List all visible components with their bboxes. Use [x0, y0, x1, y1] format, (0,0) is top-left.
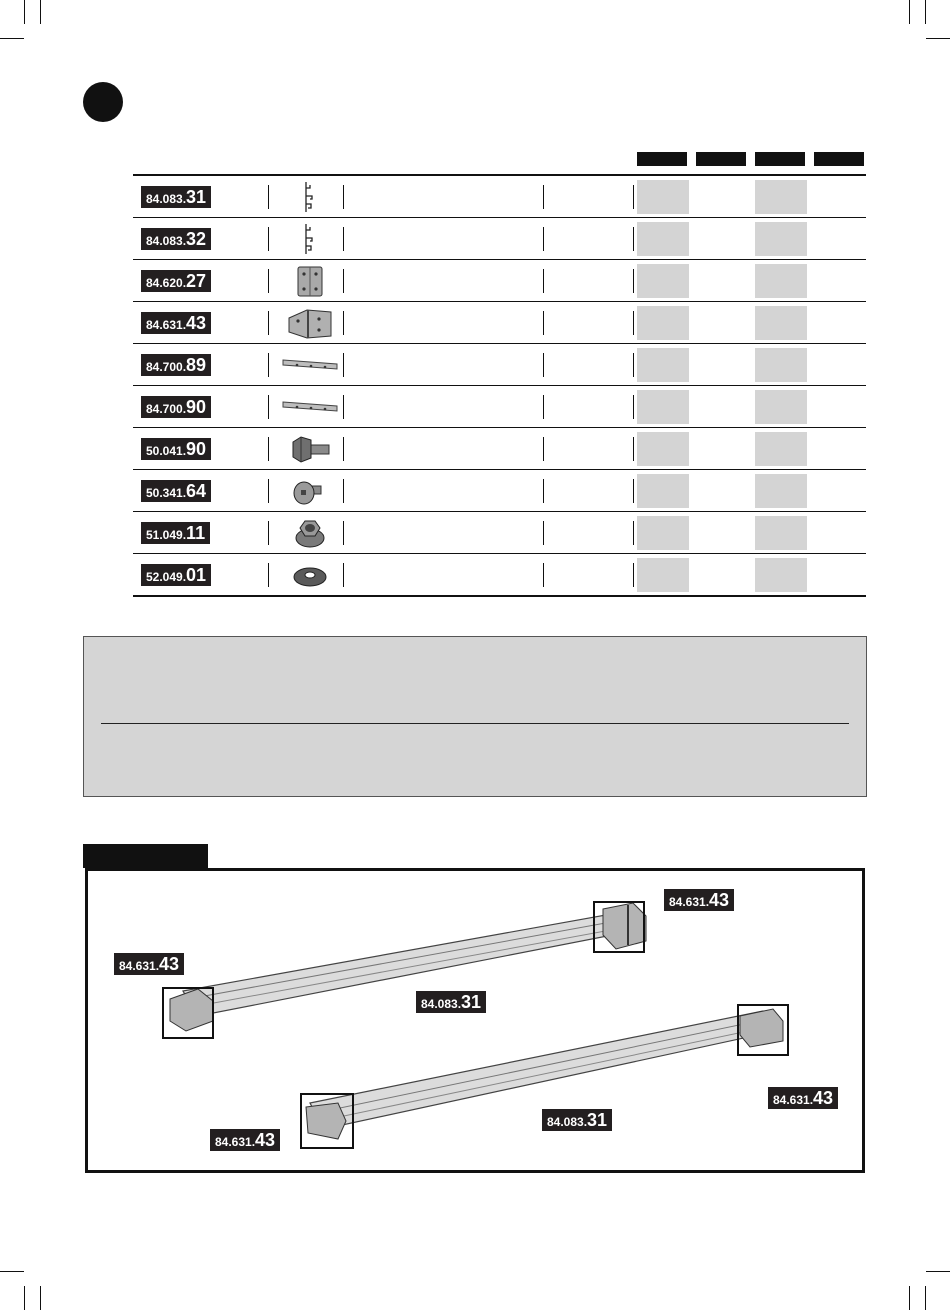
table-row	[133, 302, 866, 344]
info-panel	[83, 636, 867, 797]
part-label: 84.631. 43	[210, 1129, 280, 1151]
hex-bolt-icon	[281, 432, 339, 466]
part-code-tag: 51.049. 11	[141, 522, 210, 544]
part-code-tag: 84.083. 31	[141, 186, 211, 208]
part-code-tag: 52.049. 01	[141, 564, 211, 586]
crop-mark	[0, 1271, 24, 1272]
table-row	[133, 386, 866, 428]
part-code-tag: 50.041. 90	[141, 438, 211, 460]
table-row	[133, 512, 866, 554]
connector-strip-icon	[281, 390, 339, 424]
highlight-box	[300, 1093, 354, 1149]
table-row	[133, 176, 866, 218]
crop-mark	[40, 1286, 41, 1310]
part-label: 84.631. 43	[114, 953, 184, 975]
highlight-box	[593, 901, 645, 953]
crop-mark	[0, 38, 24, 39]
highlight-box	[737, 1004, 789, 1056]
washer-icon	[281, 558, 339, 592]
assembly-diagram	[85, 868, 865, 1173]
part-label: 84.631. 43	[768, 1087, 838, 1109]
crop-mark	[909, 0, 910, 24]
table-row	[133, 260, 866, 302]
part-code-tag: 50.341. 64	[141, 480, 211, 502]
diagram-header-tab	[83, 844, 208, 868]
part-code-tag: 84.620. 27	[141, 270, 211, 292]
crop-mark	[926, 38, 950, 39]
table-row	[133, 428, 866, 470]
table-row	[133, 344, 866, 386]
part-code-tag: 84.631. 43	[141, 312, 211, 334]
column-header-tab	[814, 152, 864, 166]
crop-mark	[909, 1286, 910, 1310]
table-row	[133, 554, 866, 597]
crop-mark	[24, 1286, 25, 1310]
connector-strip-icon	[281, 348, 339, 382]
part-code-tag: 84.700. 89	[141, 354, 211, 376]
info-divider	[101, 723, 849, 724]
column-header-tab	[637, 152, 687, 166]
part-label: 84.083. 31	[416, 991, 486, 1013]
column-header-tab	[696, 152, 746, 166]
rail-profile-icon	[281, 222, 339, 256]
column-header-tab	[755, 152, 805, 166]
highlight-box	[162, 987, 214, 1039]
flange-nut-icon	[281, 516, 339, 550]
rail-profile-icon	[281, 180, 339, 214]
corner-plate-icon	[281, 264, 339, 298]
parts-table	[133, 174, 866, 597]
table-row	[133, 470, 866, 512]
part-code-tag: 84.083. 32	[141, 228, 211, 250]
part-label: 84.083. 31	[542, 1109, 612, 1131]
crop-mark	[925, 1286, 926, 1310]
part-label: 84.631. 43	[664, 889, 734, 911]
button-bolt-icon	[281, 474, 339, 508]
table-row	[133, 218, 866, 260]
crop-mark	[24, 0, 25, 24]
crop-mark	[925, 0, 926, 24]
crop-mark	[40, 0, 41, 24]
step-number-circle	[83, 82, 123, 122]
crop-mark	[926, 1271, 950, 1272]
part-code-tag: 84.700. 90	[141, 396, 211, 418]
hinge-bracket-icon	[281, 306, 339, 340]
